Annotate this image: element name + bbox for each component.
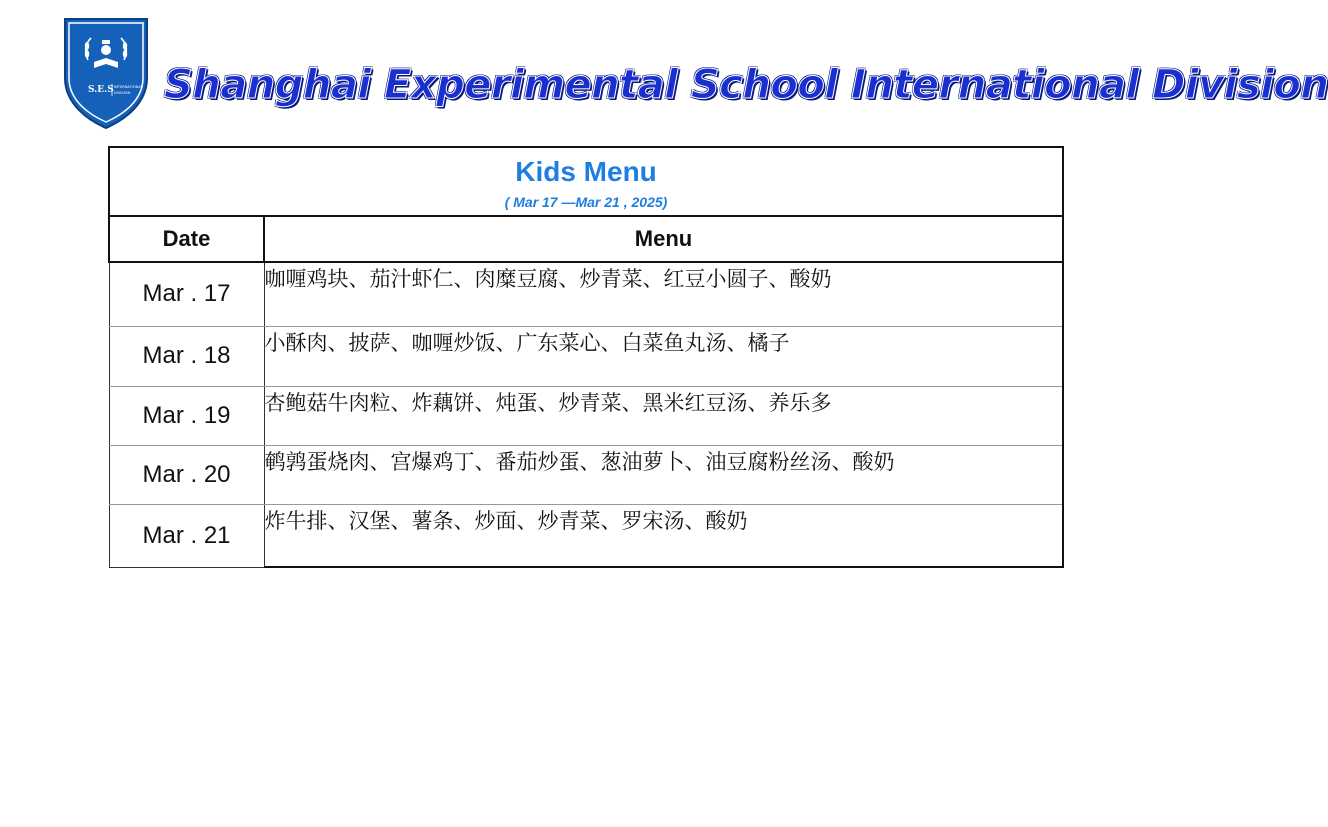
- kids-menu-table: [108, 146, 1064, 568]
- menu-title: Kids Menu: [515, 156, 657, 187]
- svg-text:INTERNATIONAL: INTERNATIONAL: [114, 85, 143, 89]
- menu-items-cell: 杏鲍菇牛肉粒、炸藕饼、炖蛋、炒青菜、黑米红豆汤、养乐多: [264, 386, 1063, 445]
- menu-items-cell: 咖喱鸡块、茄汁虾仁、肉糜豆腐、炒青菜、红豆小圆子、酸奶: [264, 262, 1063, 326]
- date-cell: Mar . 21: [109, 504, 264, 567]
- date-cell: Mar . 20: [109, 445, 264, 504]
- date-cell: Mar . 18: [109, 326, 264, 386]
- date-cell: Mar . 17: [109, 262, 264, 326]
- school-logo-shield: [62, 16, 150, 130]
- school-name-heading: Shanghai Experimental School International Division: [164, 62, 1328, 108]
- date-cell: Mar . 19: [109, 386, 264, 445]
- menu-items-cell: 鹌鹑蛋烧肉、宫爆鸡丁、番茄炒蛋、葱油萝卜、油豆腐粉丝汤、酸奶: [264, 445, 1063, 504]
- menu-items-cell: 小酥肉、披萨、咖喱炒饭、广东菜心、白菜鱼丸汤、橘子: [264, 326, 1063, 386]
- menu-title-row: [109, 147, 1063, 216]
- header-row: [109, 216, 1063, 262]
- table-row: [109, 445, 1063, 504]
- table-row: [109, 504, 1063, 567]
- table-row: [109, 386, 1063, 445]
- table-row: [109, 326, 1063, 386]
- svg-text:S.E.S: S.E.S: [88, 85, 114, 95]
- menu-date-range: ( Mar 17 —Mar 21 , 2025): [504, 194, 668, 210]
- svg-text:DIVISION: DIVISION: [114, 91, 131, 95]
- menu-items-cell: 炸牛排、汉堡、薯条、炒面、炒青菜、罗宋汤、酸奶: [264, 504, 1063, 567]
- column-header-menu: Menu: [264, 216, 1063, 262]
- menu-title-cell: [109, 147, 1063, 216]
- table-row: [109, 262, 1063, 326]
- column-header-date: Date: [109, 216, 264, 262]
